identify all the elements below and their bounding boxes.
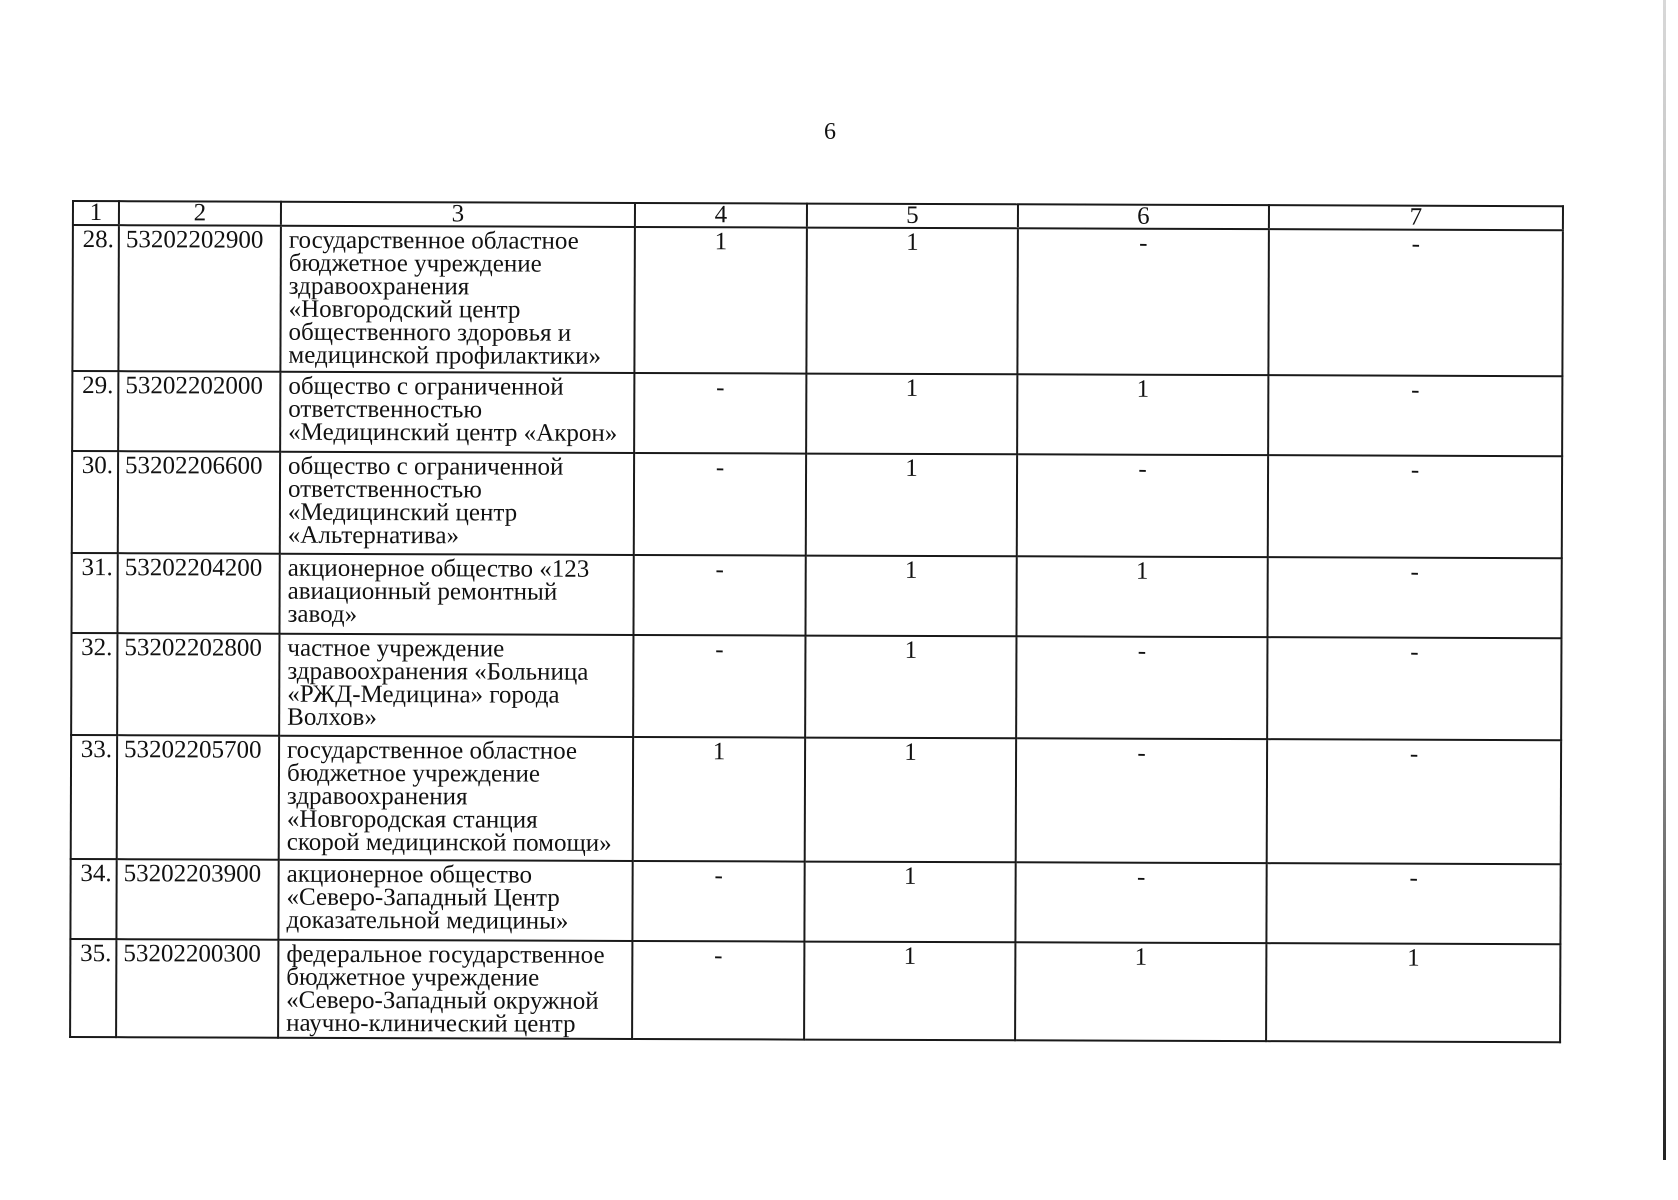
okpo-code: 53202204200 bbox=[117, 553, 279, 634]
organization-name-line: государственное областное bbox=[287, 736, 578, 765]
value-col-7: - bbox=[1268, 229, 1563, 376]
value-col-4: - bbox=[632, 941, 804, 1040]
row-number: 30. bbox=[72, 451, 118, 553]
scan-edge-shadow bbox=[1663, 0, 1666, 1160]
organization-name-line: «Северо-Западный окружной bbox=[286, 986, 599, 1015]
organization-name-line: бюджетное учреждение bbox=[288, 249, 542, 278]
value-col-6: - bbox=[1015, 862, 1266, 943]
organization-name bbox=[280, 372, 634, 453]
organization-name bbox=[279, 736, 633, 861]
organization-name-line: «Медицинский центр bbox=[287, 498, 518, 527]
organization-name-line: ответственностью bbox=[288, 395, 483, 424]
organization-name bbox=[278, 940, 632, 1039]
organization-name-line: доказательной медицины» bbox=[286, 906, 569, 935]
value-col-4: - bbox=[634, 453, 806, 556]
organization-name bbox=[278, 860, 632, 941]
organization-name-line: здравоохранения bbox=[288, 272, 470, 301]
header-col-6: 6 bbox=[1018, 204, 1269, 229]
organization-name-line: общественного здоровья и bbox=[288, 318, 572, 347]
row-number: 31. bbox=[71, 553, 117, 633]
organization-name-line: федеральное государственное bbox=[286, 940, 605, 969]
organization-name bbox=[279, 554, 633, 635]
value-col-6: - bbox=[1016, 738, 1267, 863]
value-col-6: 1 bbox=[1015, 942, 1266, 1041]
table-row bbox=[70, 939, 1560, 1042]
header-col-7: 7 bbox=[1269, 205, 1563, 230]
okpo-code: 53202206600 bbox=[118, 451, 280, 554]
organization-name-line: частное учреждение bbox=[287, 634, 505, 663]
value-col-5: 1 bbox=[805, 636, 1016, 739]
value-col-6: - bbox=[1017, 454, 1268, 557]
value-col-4: - bbox=[633, 635, 805, 738]
value-col-7: - bbox=[1266, 863, 1560, 944]
table-row bbox=[71, 553, 1561, 638]
row-number: 33. bbox=[71, 735, 117, 859]
organization-name-line: общество с ограниченной bbox=[288, 452, 564, 481]
organization-name bbox=[280, 452, 634, 555]
value-col-5: 1 bbox=[805, 738, 1016, 863]
organization-name-line: Волхов» bbox=[287, 703, 377, 732]
organization-name-line: ответственностью bbox=[287, 475, 482, 504]
organization-name-line: завод» bbox=[287, 600, 358, 628]
value-col-7: - bbox=[1267, 637, 1561, 740]
value-col-5: 1 bbox=[805, 556, 1016, 637]
organization-name-line: авиационный ремонтный bbox=[287, 577, 558, 606]
organization-name-line: бюджетное учреждение bbox=[286, 759, 541, 788]
value-col-7: - bbox=[1268, 455, 1562, 558]
table-row bbox=[72, 371, 1562, 456]
organization-name bbox=[280, 226, 635, 373]
value-col-7: - bbox=[1268, 375, 1562, 456]
okpo-code: 53202202900 bbox=[118, 225, 281, 372]
organization-name-line: «Медицинский центр «Акрон» bbox=[288, 418, 618, 447]
value-col-5: 1 bbox=[806, 374, 1017, 455]
okpo-code: 53202205700 bbox=[117, 735, 279, 860]
organization-name-line: медицинской профилактики» bbox=[288, 341, 602, 370]
value-col-5: 1 bbox=[806, 454, 1017, 557]
row-number: 29. bbox=[72, 371, 118, 451]
value-col-6: - bbox=[1016, 636, 1267, 739]
value-col-4: - bbox=[634, 373, 806, 454]
okpo-code: 53202203900 bbox=[116, 859, 278, 940]
okpo-code: 53202202000 bbox=[118, 371, 280, 452]
okpo-code: 53202202800 bbox=[117, 633, 279, 736]
organization-name-line: здравоохранения bbox=[286, 782, 468, 811]
organization-name-line: государственное областное bbox=[288, 226, 579, 255]
row-number: 32. bbox=[71, 633, 117, 735]
value-col-6: 1 bbox=[1016, 556, 1267, 637]
value-col-5: 1 bbox=[804, 862, 1015, 943]
header-col-2: 2 bbox=[119, 201, 281, 226]
row-number: 35. bbox=[70, 939, 116, 1037]
organization-name bbox=[279, 634, 633, 737]
table-row bbox=[72, 225, 1563, 376]
organization-name-line: «Альтернатива» bbox=[287, 521, 460, 550]
value-col-6: - bbox=[1017, 228, 1269, 375]
header-col-1: 1 bbox=[73, 201, 119, 225]
value-col-4: 1 bbox=[634, 227, 807, 374]
table-row bbox=[70, 859, 1560, 944]
value-col-7: - bbox=[1267, 557, 1561, 638]
organization-name-line: бюджетное учреждение bbox=[286, 963, 540, 992]
value-col-4: 1 bbox=[633, 737, 805, 862]
organization-name-line: «Северо-Западный Центр bbox=[286, 883, 560, 912]
row-number: 28. bbox=[72, 225, 119, 371]
value-col-4: - bbox=[633, 555, 805, 636]
row-number: 34. bbox=[70, 859, 116, 939]
organization-name-line: «РЖД-Медицина» города bbox=[287, 680, 560, 709]
organization-name-line: общество с ограниченной bbox=[288, 372, 564, 401]
organizations-table bbox=[69, 200, 1564, 1043]
organization-name-line: акционерное общество «123 bbox=[287, 554, 590, 583]
table-row bbox=[71, 633, 1561, 740]
value-col-7: 1 bbox=[1266, 943, 1560, 1042]
organization-name-line: здравоохранения «Больница bbox=[287, 657, 589, 686]
table-container bbox=[69, 200, 1562, 1043]
value-col-5: 1 bbox=[806, 228, 1018, 375]
organization-name-line: научно-клинический центр bbox=[286, 1009, 576, 1038]
header-col-5: 5 bbox=[807, 204, 1018, 229]
value-col-5: 1 bbox=[804, 942, 1015, 1041]
organization-name-line: скорой медицинской помощи» bbox=[286, 828, 612, 857]
header-col-4: 4 bbox=[635, 203, 807, 228]
value-col-7: - bbox=[1267, 739, 1561, 864]
organization-name-line: «Новгородская станция bbox=[286, 805, 538, 834]
organization-name-line: акционерное общество bbox=[286, 860, 533, 889]
value-col-4: - bbox=[632, 861, 804, 942]
table-row bbox=[71, 735, 1561, 864]
table-row bbox=[72, 451, 1562, 558]
value-col-6: 1 bbox=[1017, 374, 1268, 455]
header-col-3: 3 bbox=[281, 202, 635, 227]
okpo-code: 53202200300 bbox=[116, 939, 278, 1038]
table-body bbox=[70, 225, 1563, 1042]
page-number: 6 bbox=[824, 119, 836, 145]
organization-name-line: «Новгородский центр bbox=[288, 295, 521, 324]
